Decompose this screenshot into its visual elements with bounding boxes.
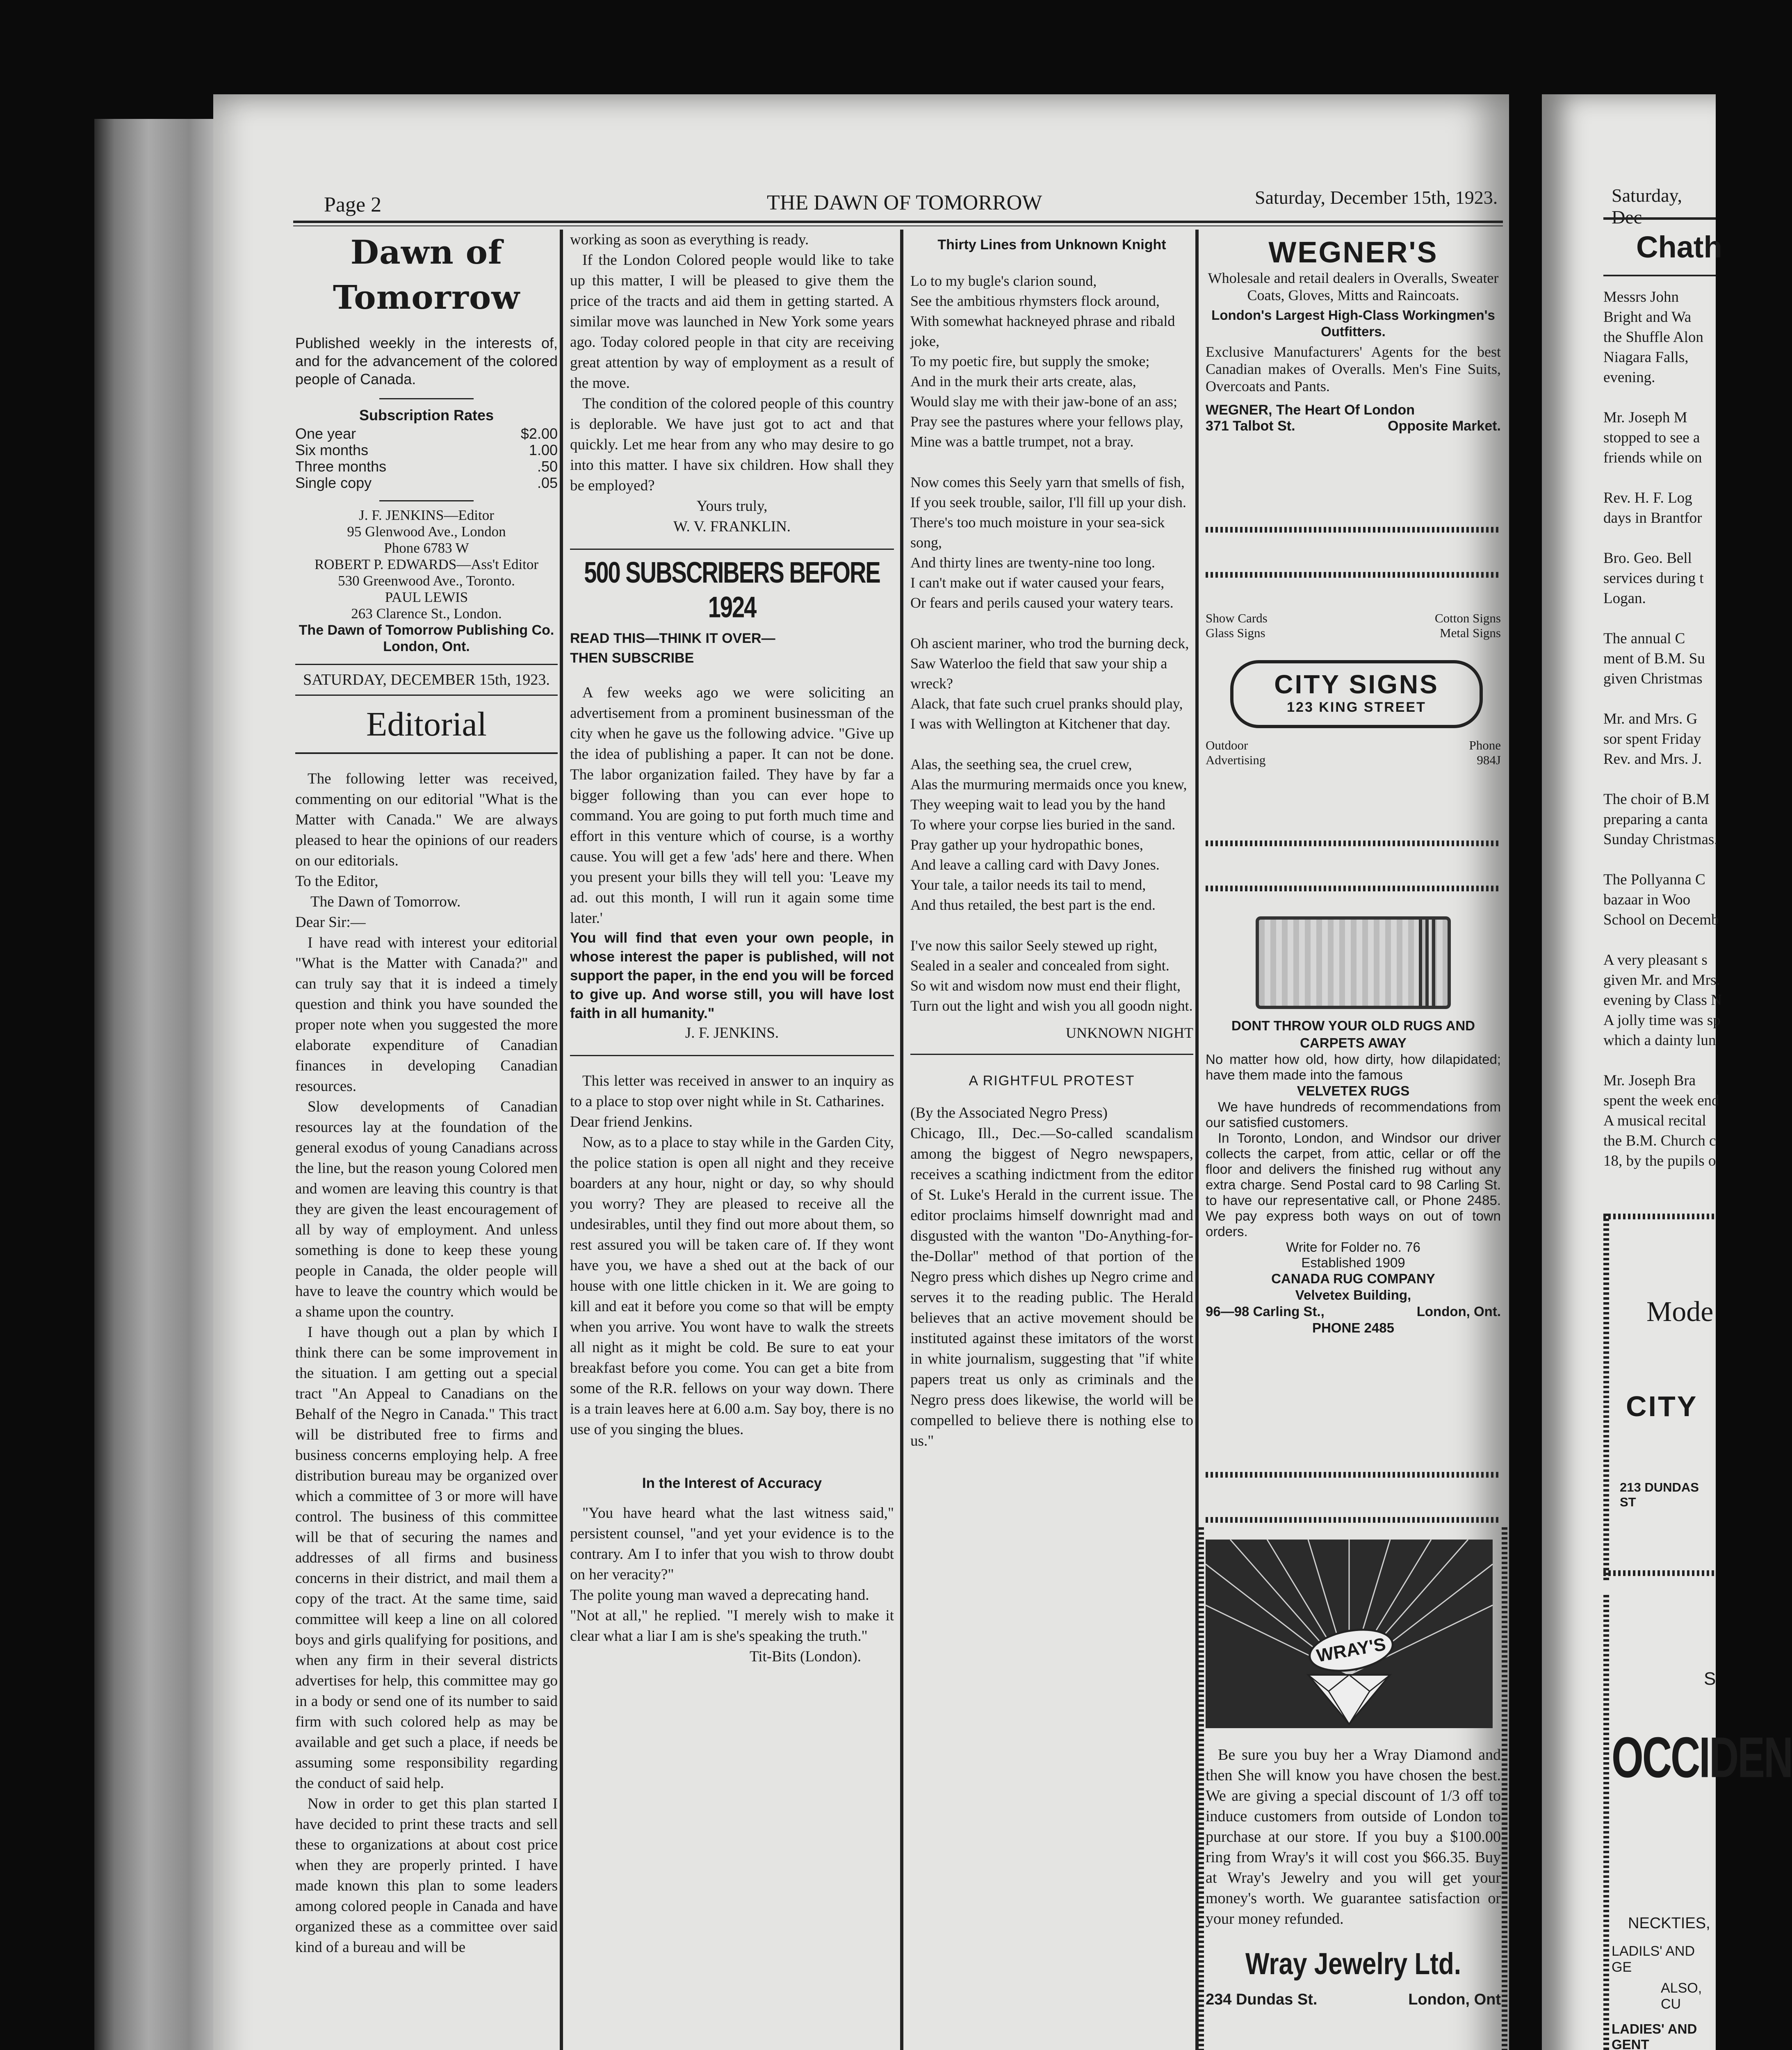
rug-illustration [1256,916,1451,1009]
next-ad2-line1: NECKTIES, [1628,1915,1710,1932]
city-signs-name: CITY SIGNS [1274,670,1439,699]
next-page-line [1603,528,1722,548]
next-page-line: Rev. and Mrs. J. [1603,751,1702,768]
next-page-line: Bright and Wa [1603,309,1692,326]
rates-table [295,426,558,491]
next-page-title: Chath [1636,230,1722,264]
protest-heading: A RIGHTFUL PROTEST [969,1073,1135,1089]
next-page-line [1603,689,1722,709]
wegner-name: WEGNER'S [1268,236,1438,269]
next-page-line: A musical recital [1603,1112,1706,1129]
rugs-company: CANADA RUG COMPANY [1271,1271,1435,1286]
column-rule-1 [560,230,563,2050]
next-ad1-mode: Mode [1646,1296,1714,1328]
rugs-building: Velvetex Building, [1295,1287,1411,1303]
rate-price: .50 [537,458,558,475]
next-page-line [1603,608,1722,629]
divider [295,695,558,696]
subscribers-heading: 500 SUBSCRIBERS BEFORE 1924 [584,555,880,624]
next-page-line: A very pleasant s [1603,952,1708,968]
stcath-letter: Now, as to a place to stay while in the Garden City, the police station is open all night and they receive boarders at any hour, night or day, so why should you worry? They are pleased to receive all the undesirables, until they find out more about them, so rest assured you will be taken care of. If they wont have you, we have a shed out at the back of our house with one little chicken in it. We are going to kill and eat it before you come so that will be empty when you arrive. You wont have to walk the streets all night as it might be cold. Be sure to eat your breakfast before you come. You can get a bite from some of the R.R. fellows on your way down. There is a train leaves here at 6.00 a.m. Say boy, there is no use of you singing the blues. [570,1134,894,1438]
next-page-line [1603,387,1722,408]
next-page-line: Sunday Christmas. [1603,831,1718,848]
border-ornament [1206,840,1501,846]
stcath-intro: This letter was received in answer to an inquiry as to a place to stop over night while in St. Catharines. [570,1073,894,1110]
wegner-line2: London's Largest High-Class Workingmen's Outfitters. [1211,308,1495,339]
rate-row [295,475,558,491]
rugs-ad [1206,908,1501,1336]
next-page-line: Mr. Joseph Bra [1603,1072,1696,1089]
city-signs-ad [1206,611,1501,824]
next-page-line: the B.M. Church c [1603,1132,1716,1149]
divider [910,1054,1193,1055]
next-page-line: friends while on [1603,449,1702,466]
rugs-p1: No matter how old, how dirty, how dilapidated; have them made into the famous [1206,1052,1501,1082]
next-page-header: Saturday, [1612,185,1683,206]
editorial-p2: Slow developments of Canadian resources lay at the foundation of the general exodus of young Canadians across the line, but the reason young Colored men and women are leaving this country is that they are given the least encouragement of all by way of employment. And unless something is done to keep these young people in Canada, the older people will have to leave the country which would be a shame upon the country. [295,1098,558,1320]
next-page-column [1603,287,1722,1171]
next-page-line: Mr. Joseph M [1603,409,1687,426]
page-label: Page 2 [324,193,382,216]
rugs-phone: PHONE 2485 [1312,1320,1394,1335]
rugs-p2: We have hundreds of recommendations from our satisfied customers. [1206,1099,1501,1130]
column-2 [570,230,894,1667]
wray-illustration [1206,1540,1493,1728]
divider [295,664,558,665]
next-page-line: Mr. and Mrs. G [1603,711,1698,727]
rugs-headline: DONT THROW YOUR OLD RUGS AND CARPETS AWAY [1231,1018,1475,1050]
wegner-line3: Exclusive Manufacturers' Agents for the best Canadian makes of Overalls. Men's Fine Suits, Overcoats and Pants. [1206,344,1501,394]
divider [295,752,558,754]
rug-stripes [1419,920,1435,1006]
next-page-line [1603,1050,1722,1071]
header-date: Saturday, December 15th, 1923. [1255,187,1498,208]
next-page-line: Messrs John [1603,289,1679,305]
letter-p2: The condition of the colored people of this country is deplorable. We have just got to act and that quickly. Let me hear from any who may desire to go into this matter. I have six children. How shall they be employed? [570,395,894,494]
rate-label: Six months [295,442,369,458]
editorial-intro: The following letter was received, commenting on our editorial "What is the Matter with Canada." We are always pleased to hear the opinions of our readers on our editorials. [295,770,558,869]
subscribers-bold: You will find that even your own people, in whose interest the paper is published, will not support the paper, in the end you will be forced to give up. And worse still, you will have lost faith in all humanity." [570,930,894,1021]
rugs-folder: Write for Folder no. 76 [1286,1239,1420,1255]
subscribers-p1: A few weeks ago we were soliciting an advertisement from a prominent businessman of the city when he gave us the following advice. "Give up the idea of publishing a paper. It can not be done. The labor organization failed. They have by far a bigger following than you can ever hope to command. You are going to put forth much time and effort in this venture which of course, is a worthy cause. You will get a few 'ads' here and there. When you present your bills they will tell you: 'Leave my ad. out this month, I will run it again some time later.' [570,684,894,927]
next-page-line: The choir of B.M [1603,791,1710,808]
header-rule [1603,217,1716,220]
city-signs-address: 123 KING STREET [1287,699,1426,715]
rate-label: Three months [295,458,387,475]
next-page-line: Logan. [1603,590,1646,607]
editorial-p1: I have read with interest your editorial "What is the Matter with Canada?" and can truly say that it is indeed a timely question and think you have sounded the proper note when you suggested the more elaborate expenditure of Canadian finances in developing Canadian resources. [295,934,558,1095]
rate-row [295,458,558,475]
wegner-address-row [1206,418,1501,434]
poem-stanza-1: Lo to my bugle's clarion sound, See the ambitious rhymsters flock around, With somewhat hackneyed phrase and ribald joke, To my poetic fire, but supply the smoke; And in the murk their arts create, alas, Would slay me with their jaw-bone of an ass; Pray see the pastures where your fellows play, Mine was a battle trumpet, not a bray. [910,273,1183,450]
next-page-line: 18, by the pupils o [1603,1153,1716,1169]
city-signs-right-top: Cotton Signs Metal Signs [1434,611,1501,640]
column-3 [910,230,1193,1451]
poem-stanza-2: Now comes this Seely yarn that smells of fish, If you seek trouble, sailor, I'll fill up your dish. There's too much moisture in your sea-sick song, And thirty lines are twenty-nine too long. I can't make out if water caused your fears, Or fears and perils caused your watery tears. [910,474,1186,611]
accuracy-heading: In the Interest of Accuracy [642,1475,822,1491]
next-page-line [1603,769,1722,789]
wray-name: Wray Jewelry Ltd. [1245,1947,1461,1981]
wegner-address: 371 Talbot St. [1206,418,1295,434]
next-page-line: the Shuffle Alon [1603,329,1703,346]
wegner-line1: Wholesale and retail dealers in Overalls, Sweater Coats, Gloves, Mitts and Raincoats. [1208,270,1499,303]
next-ad2-line4: LADIES' AND GENT [1612,2021,1697,2050]
rates-heading: Subscription Rates [359,407,494,424]
wray-city: London, Ont [1408,1991,1501,2008]
next-page-line: stopped to see a [1603,429,1700,446]
rate-price: 1.00 [529,442,558,458]
next-page-partial [1542,94,1792,2050]
poem-stanza-4: Alas, the seething sea, the cruel crew, Alas the murmuring mermaids once you knew, They weeping wait to lead you by the hand To where your corpse lies buried in the sand. Pray gather up your hydropathic bones, And leave a calling card with Davy Jones. Your tale, a tailor needs its tail to mend, And thus retailed, the best part is the end. [910,756,1187,913]
next-page-line: given Mr. and Mrs. [1603,972,1720,989]
wegner-ad [1206,232,1501,434]
poem-stanza-3: Oh ascient mariner, who trod the burning deck, Saw Waterloo the field that saw your ship a wreck? Alack, that fate such cruel pranks should play, I was with Wellington at Kitchener that day. [910,635,1189,732]
border-ornament [1206,1517,1501,1523]
next-ad2-line2: LADILS' AND GE [1612,1943,1695,1975]
next-page-line: spent the week end [1603,1092,1719,1109]
border-ornament [1206,886,1501,891]
next-ad2-name: OCCIDEN [1612,1725,1792,1790]
border-ornament [1502,1527,1507,2050]
editorial-p3: I have though out a plan by which I think there can be some improvement in the situation. I am getting out a special tract "An Appeal to Canadians on the Behalf of the Negro in Canada." This tract will be distributed free to firms and business concerns employing help. A free distribution bureau may be organized over which a committee of 3 or more will have control. The business of this committee will be that of securing the names and addresses of all firms and business concerns in their district, and mail them a copy of the tract. At the same time, said committee will keep a line on all colored boys and girls qualifying for positions, and when any firm in their several districts advertises for help, this committee may go in a body or send one of its number to said firm with such colored help as may be available and get such a place, if needs be assuming some responsibility regarding the conduct of said help. [295,1324,558,1792]
border-ornament [1603,1214,1716,1219]
rate-row [295,442,558,458]
editorial-salutation: To the Editor, The Dawn of Tomorrow. Dear Sir:— [295,873,461,931]
city-signs-right-bottom: Phone 984J [1469,738,1501,767]
subscribers-sign: J. F. JENKINS. [685,1025,779,1041]
border-ornament [1206,572,1501,578]
next-page-line [1603,468,1722,488]
next-page-line [1603,930,1722,950]
next-page-line: School on Decemb [1603,911,1719,928]
issue-date: SATURDAY, DECEMBER 15th, 1923. [303,671,550,688]
next-page-line: sor spent Friday [1603,731,1701,747]
rate-price: .05 [537,474,558,491]
stcath-salutation: Dear friend Jenkins. [570,1114,693,1130]
divider [1603,275,1716,276]
letter-continued: working as soon as everything is ready. [570,231,809,248]
editorial-heading: Editorial [366,705,487,743]
border-ornament [1603,1570,1716,1576]
header-rule [293,221,1503,223]
rugs-established: Established 1909 [1301,1255,1405,1270]
divider [379,500,474,501]
city-signs-left-top: Show Cards Glass Signs [1206,611,1268,640]
next-page-line: preparing a canta [1603,811,1708,828]
wegner-line4: WEGNER, The Heart Of London [1206,402,1415,418]
next-ad2-line3: ALSO, CU [1661,1980,1702,2012]
next-page-line: A jolly time was sp [1603,1012,1721,1029]
rugs-brand: VELVETEX RUGS [1297,1083,1410,1098]
publisher: The Dawn of Tomorrow Publishing Co. London, Ont. [299,622,554,654]
protest-source: (By the Associated Negro Press) [910,1105,1108,1121]
next-page-line: evening by Class N [1603,992,1722,1009]
rugs-p3: In Toronto, London, and Windsor our driver collects the carpet, from attic, cellar or off the floor and delivers the finished rug without any extra charge. Send Postal card to 98 Carling St. to have our representative call, or Phone 2485. We pay express both ways on out of town orders. [1206,1130,1501,1239]
wegner-opposite: Opposite Market. [1388,418,1501,434]
column-rule-2 [900,230,903,2050]
next-page-line [1603,850,1722,870]
border-ornament [1198,1527,1204,2050]
paper-name: THE DAWN OF TOMORROW [767,191,1042,214]
letter-p1: If the London Colored people would like to take up this matter, I will be pleased to give them the price of the tracts and aid them in getting started. A similar move was launched in New York some years ago. Today colored people in that city are receiving great attention by way of employment as a result of the move. [570,252,894,392]
next-page-line: which a dainty lun [1603,1032,1716,1049]
next-page-line: evening. [1603,369,1655,386]
divider [570,1055,894,1056]
next-ad2-s: S [1704,1669,1716,1689]
border-ornament [1603,1214,1609,1583]
newspaper-page [213,94,1509,2050]
next-page-line: Rev. H. F. Log [1603,490,1692,506]
next-page-line: days in Brantfor [1603,510,1702,526]
next-page-line: The Pollyanna C [1603,871,1705,888]
wray-logo: WRAY'S [1305,1623,1397,1678]
city-signs-left-bottom: Outdoor Advertising [1206,738,1266,767]
wray-address-row [1206,1991,1501,2009]
wray-address: 234 Dundas St. [1206,1991,1318,2008]
next-ad1-city: CITY [1626,1390,1698,1422]
city-signs-badge [1230,660,1483,728]
border-ornament [1603,1595,1609,2050]
rate-row [295,426,558,442]
accuracy-source: Tit-Bits (London). [749,1648,861,1665]
next-page-line: bazaar in Woo [1603,891,1691,908]
divider [379,398,474,399]
accuracy-text: "You have heard what the last witness said," persistent counsel, "and yet your evidence is to the contrary. Am I to infer that you wish to throw doubt on her veracity?" The polite young man waved a deprecating hand. "Not at all," he replied. "I merely wish to make it clear what a liar I am is she's speaking the truth." [570,1505,894,1645]
rate-label: One year [295,425,356,442]
next-page-line: services during t [1603,570,1704,587]
border-ornament [1206,527,1501,533]
staff-list: J. F. JENKINS—Editor 95 Glenwood Ave., London Phone 6783 W ROBERT P. EDWARDS—Ass't Editor 530 Greenwood Ave., Toronto. PAUL LEWIS 263 Clarence St., London. [314,507,539,622]
next-page-line: Niagara Falls, [1603,349,1689,366]
rugs-address: 96—98 Carling St., [1206,1304,1325,1319]
next-ad1-address: 213 DUNDAS ST [1620,1480,1699,1509]
border-ornament [1206,1472,1501,1478]
letter-signoff: Yours truly, W. V. FRANKLIN. [673,498,791,535]
next-page-line: ment of B.M. Su [1603,650,1705,667]
next-page-line: The annual C [1603,630,1685,647]
protest-text: Chicago, Ill., Dec.—So-called scandalism among the biggest of Negro newspapers, receives a scathing indictment from the editor of St. Luke's Herald in the current issue. The editor proclaims himself downright mad and disgusted with the wanton "Do-Anything-for-the-Dollar" method of that portion of the Negro press which dishes up Negro crime and serves it to the reading public. The Herald believes that an active movement should be instituted against these imitators of the worst in white journalism, suggesting that "if white papers treat us only as criminals and the Negro press does likewise, the world will be compelled to believe there is nothing else to us." [910,1125,1193,1449]
masthead-description: Published weekly in the interests of, and for the advancement of the colored people of Canada. [295,335,558,387]
subscribers-subheading: READ THIS—THINK IT OVER— THEN SUBSCRIBE [570,631,775,666]
poem-stanza-5: I've now this sailor Seely stewed up right, Sealed in a sealer and concealed from sight. So wit and wisdom now must end their flight, Turn out the light and wish you all goodn night. [910,937,1193,1014]
wray-ad [1206,1540,1501,2009]
next-page-line: Bro. Geo. Bell [1603,550,1692,567]
rugs-address-row [1206,1303,1501,1320]
rate-label: Single copy [295,474,372,491]
rugs-city: London, Ont. [1416,1304,1501,1319]
column-1 [295,230,558,1958]
masthead-title: Dawn of Tomorrow [333,233,520,317]
rate-price: $2.00 [520,425,558,442]
wray-text: Be sure you buy her a Wray Diamond and then She will know you have chosen the best. We are giving a special discount of 1/3 off to induce customers from outside of London to purchase at our store. If you buy a $100.00 ring from Wray's it will cost you $66.35. Buy at Wray's Jewelry and you will get your money's worth. We guarantee satisfaction or your money refunded. [1206,1746,1501,1927]
divider [570,549,894,550]
poem-signature: UNKNOWN NIGHT [1066,1025,1193,1041]
book-binding [94,119,230,2050]
next-page-line: given Christmas [1603,670,1703,687]
poem-heading: Thirty Lines from Unknown Knight [937,237,1166,253]
editorial-p4: Now in order to get this plan started I have decided to print these tracts and sell these to organizations at about cost price when they are properly printed. I have made known this plan to some leaders among colored people in Canada and have organized these as a committee over said kind of a bureau and will be [295,1795,558,1956]
